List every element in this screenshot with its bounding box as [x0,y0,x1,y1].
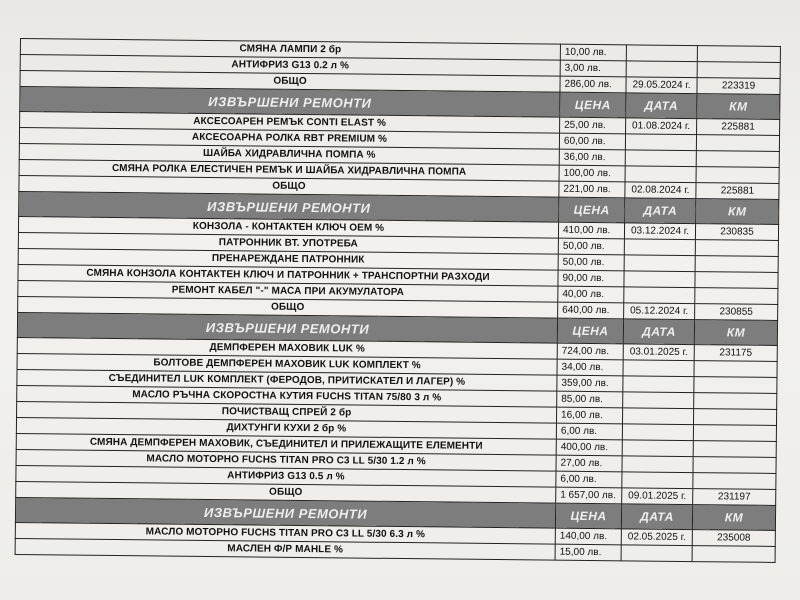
item-description: СМЯНА ДЕМПФЕРЕН МАХОВИК, СЪЕДИНИТЕЛ И ПРИЛЕЖАЩИТЕ ЕЛЕМЕНТИ [16,433,556,455]
item-km [693,425,776,442]
item-km [694,361,777,378]
item-km [696,167,779,184]
item-price: 400,00 лв. [556,439,622,456]
item-description: ДИХТУНГИ КУХИ 2 бр % [16,417,556,439]
date-column-header: ДАТА [625,198,696,224]
item-date [622,408,693,425]
item-description: АКСЕСОАРЕН РЕМЪК CONTI ELAST % [20,112,560,134]
item-date [622,456,693,473]
item-price: 100,00 лв. [559,165,625,182]
item-price: 27,00 лв. [556,455,622,472]
repairs-table-body [15,39,780,563]
item-date: 03.12.2024 г. [624,223,695,240]
item-date [624,287,695,304]
item-km: 231197 [693,489,776,506]
item-price: 16,00 лв. [556,407,622,424]
date-column-header: ДАТА [626,93,697,119]
price-column-header: ЦЕНА [555,503,621,529]
item-description: БОЛТОВЕ ДЕМПФЕРЕН МАХОВИК LUK КОМПЛЕКТ % [17,353,557,375]
item-price: 10,00 лв. [560,44,626,61]
item-price: 60,00 лв. [559,133,625,150]
item-km [695,256,778,273]
item-price: 90,00 лв. [558,270,624,287]
item-date [622,424,693,441]
item-description: ПОЧИСТВАЩ СПРЕЙ 2 бр [17,401,557,423]
item-km [694,377,777,394]
item-km [696,135,779,152]
date-column-header: ДАТА [623,319,694,345]
item-km [697,46,780,63]
item-price: 640,00 лв. [558,302,624,319]
price-column-header: ЦЕНА [557,318,623,344]
price-column-header: ЦЕНА [560,92,626,118]
item-price: 221,00 лв. [559,181,625,198]
item-price: 25,00 лв. [560,117,626,134]
item-date [622,440,693,457]
item-price: 359,00 лв. [557,375,623,392]
item-km [697,62,780,79]
item-date: 01.08.2024 г. [626,118,697,135]
item-km: 225881 [696,183,779,200]
item-km [693,473,776,490]
km-column-header: КМ [697,94,780,120]
item-description: ДЕМПФЕРЕН МАХОВИК LUK % [17,337,557,359]
item-description: ОБЩО [19,175,559,197]
item-description: ПРЕНАРЕЖДАНЕ ПАТРОННИК [18,248,558,270]
item-description: АКСЕСОАРНА РОЛКА RBT PREMIUM % [19,128,559,150]
item-km [695,240,778,257]
item-description: МАСЛО МОТОРНО FUCHS TITAN PRO C3 LL 5/30 1.2 л % [16,449,556,471]
item-price: 50,00 лв. [558,238,624,255]
item-description: СМЯНА КОНЗОЛА КОНТАКТЕН КЛЮЧ И ПАТРОННИК + ТРАНСПОРТНИ РАЗХОДИ [18,264,558,286]
item-description: ОБЩО [18,296,558,318]
item-price: 34,00 лв. [557,359,623,376]
item-description: ПАТРОННИК ВТ. УПОТРЕБА [18,232,558,254]
item-date: 09.01.2025 г. [622,488,693,505]
item-price: 3,00 лв. [560,60,626,77]
item-price: 40,00 лв. [558,286,624,303]
item-km: 231175 [694,345,777,362]
item-price: 50,00 лв. [558,254,624,271]
km-column-header: КМ [696,199,779,225]
item-km: 230835 [695,224,778,241]
item-description: ОБЩО [16,481,556,503]
item-km [694,393,777,410]
item-km [696,151,779,168]
item-price: 6,00 лв. [556,471,622,488]
section-title: ИЗВЪРШЕНИ РЕМОНТИ [17,312,557,343]
section-title: ИЗВЪРШЕНИ РЕМОНТИ [15,497,555,528]
item-price: 6,00 лв. [556,423,622,440]
item-km [693,457,776,474]
item-price: 36,00 лв. [559,149,625,166]
item-date: 03.01.2025 г. [623,344,694,361]
item-price: 1 657,00 лв. [556,487,622,504]
item-km [695,272,778,289]
item-date [626,61,697,78]
item-km: 235008 [692,530,775,547]
item-date [626,45,697,62]
item-price: 140,00 лв. [555,528,621,545]
item-date [625,134,696,151]
item-price: 410,00 лв. [558,222,624,239]
item-price: 286,00 лв. [560,76,626,93]
section-title: ИЗВЪРШЕНИ РЕМОНТИ [19,191,559,222]
item-price: 15,00 лв. [555,544,621,561]
repairs-document [15,38,780,563]
item-date [624,271,695,288]
item-description: МАСЛО РЪЧНА СКОРОСТНА КУТИЯ FUCHS TITAN 75/80 3 л % [17,385,557,407]
item-description: РЕМОНТ КАБЕЛ "-" МАСА ПРИ АКУМУЛАТОРА [18,280,558,302]
item-km [693,409,776,426]
item-date [622,472,693,489]
item-date [624,239,695,256]
km-column-header: КМ [694,320,777,346]
item-date: 29.05.2024 г. [626,77,697,94]
item-price: 85,00 лв. [557,391,623,408]
item-date: 02.08.2024 г. [625,182,696,199]
item-description: СМЯНА РОЛКА ЕЛЕСТИЧЕН РЕМЪК И ШАЙБА ХИДРАВЛИЧНА ПОМПА [19,159,559,181]
item-description: КОНЗОЛА - КОНТАКТЕН КЛЮЧ ОЕМ % [18,216,558,238]
item-description: ОБЩО [20,71,560,93]
item-description: СЪЕДИНИТЕЛ LUK КОМПЛЕКТ (ФЕРОДОВ, ПРИТИСКАТЕЛ И ЛАГЕР) % [17,369,557,391]
item-date [623,376,694,393]
item-description: ШАЙБА ХИДРАВЛИЧНА ПОМПА % [19,143,559,165]
item-km [695,288,778,305]
item-description: АНТИФРИЗ G13 0.2 л % [20,55,560,77]
item-date [625,150,696,167]
date-column-header: ДАТА [621,504,692,530]
item-km: 223319 [697,78,780,95]
item-price: 724,00 лв. [557,343,623,360]
item-description: МАСЛЕН Ф/Р MAHLE % [15,538,555,560]
item-date [623,360,694,377]
item-km [692,546,775,563]
item-date [623,392,694,409]
item-description: МАСЛО МОТОРНО FUCHS TITAN PRO C3 LL 5/30 6.3 л % [15,522,555,544]
item-description: АНТИФРИЗ G13 0.5 л % [16,465,556,487]
item-km: 225881 [697,119,780,136]
item-date [621,545,692,562]
repairs-table [15,38,781,563]
price-column-header: ЦЕНА [559,197,625,223]
km-column-header: КМ [692,505,775,531]
item-description: СМЯНА ЛАМПИ 2 бр [20,39,560,61]
item-date: 02.05.2025 г. [621,529,692,546]
item-km: 230855 [695,304,778,321]
item-date [625,166,696,183]
item-date [624,255,695,272]
section-title: ИЗВЪРШЕНИ РЕМОНТИ [20,87,560,118]
item-km [693,441,776,458]
item-date: 05.12.2024 г. [624,303,695,320]
